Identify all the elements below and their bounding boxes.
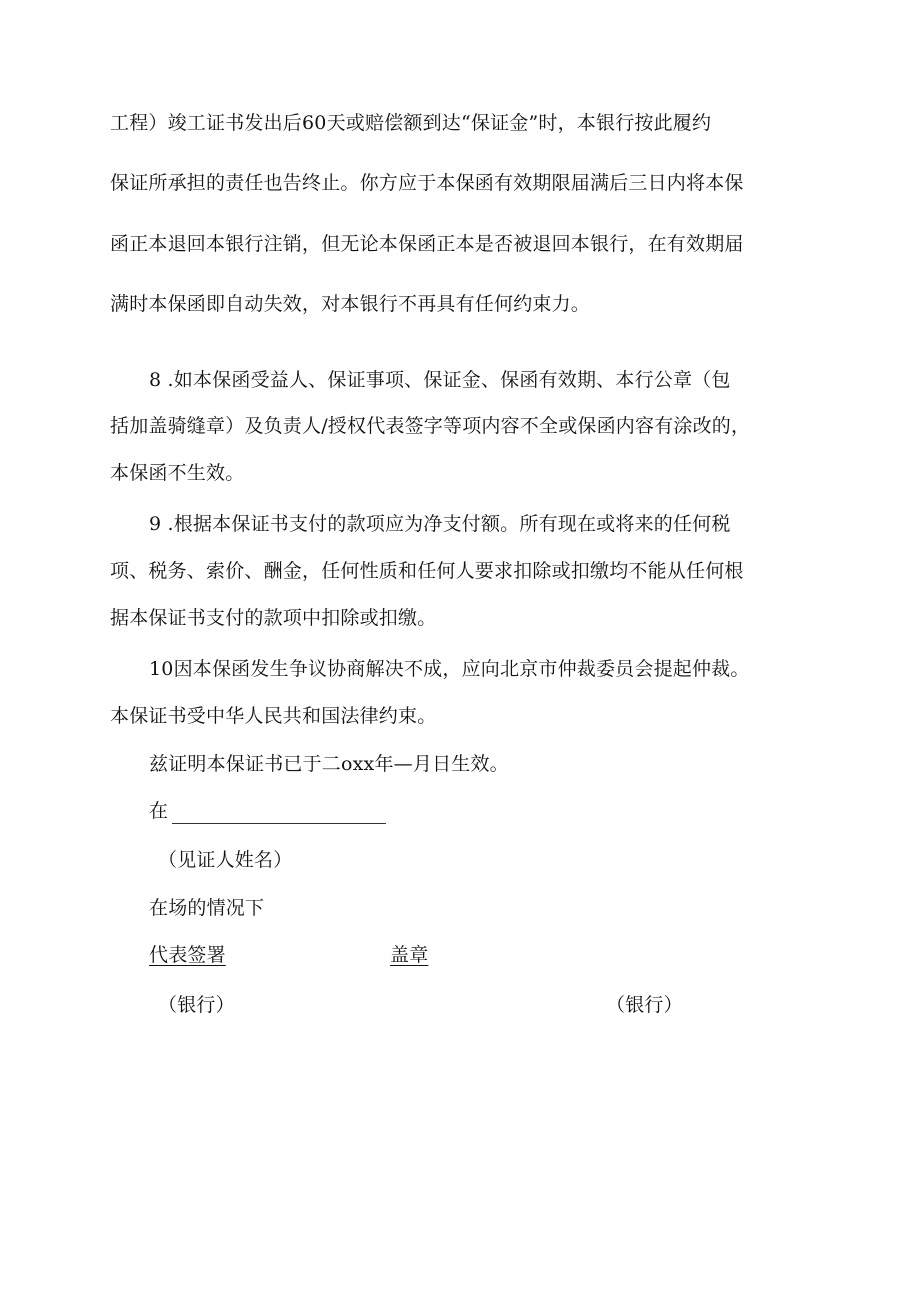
text-line: 9 .根据本保证书支付的款项应为净支付额。所有现在或将来的任何税 <box>149 513 731 535</box>
text-line: 满时本保函即自动失效，对本银行不再具有任何约束力。 <box>110 293 591 315</box>
text-line: 保证所承担的责任也告终止。你方应于本保函有效期限届满后三日内将本保 <box>110 172 744 194</box>
witness-presence: 在场的情况下 <box>149 897 265 919</box>
effective-statement: 兹证明本保证书已于二oxx年—月日生效。 <box>149 753 509 775</box>
witness-line <box>149 798 386 824</box>
sign-label: 代表签署 <box>149 944 226 966</box>
text-line: 本保函不生效。 <box>110 462 245 484</box>
text-line: 括加盖骑缝章）及负责人/授权代表签字等项内容不全或保函内容有涂改的， <box>110 415 751 437</box>
text-line: 项、税务、索价、酬金，任何性质和任何人要求扣除或扣缴均不能从任何根 <box>110 560 744 582</box>
text-line: 8 .如本保函受益人、保证事项、保证金、保函有效期、本行公章（包 <box>149 369 731 391</box>
text-line: 函正本退回本银行注销，但无论本保函正本是否被退回本银行，在有效期届 <box>110 233 744 255</box>
seal-label: 盖章 <box>390 944 429 966</box>
text-line: 工程）竣工证书发出后60天或赔偿额到达“保证金”时，本银行按此履约 <box>110 112 712 134</box>
bank-left-label: （银行） <box>158 994 235 1016</box>
witness-name-label: （见证人姓名） <box>158 849 293 871</box>
text-line: 本保证书受中华人民共和国法律约束。 <box>110 705 437 727</box>
witness-prefix: 在 <box>149 800 169 822</box>
text-line: 据本保证书支付的款项中扣除或扣缴。 <box>110 607 437 629</box>
witness-name-blank <box>172 803 386 824</box>
text-line: 10因本保函发生争议协商解决不成，应向北京市仲裁委员会提起仲裁。 <box>149 658 750 680</box>
bank-right-label: （银行） <box>606 994 683 1016</box>
